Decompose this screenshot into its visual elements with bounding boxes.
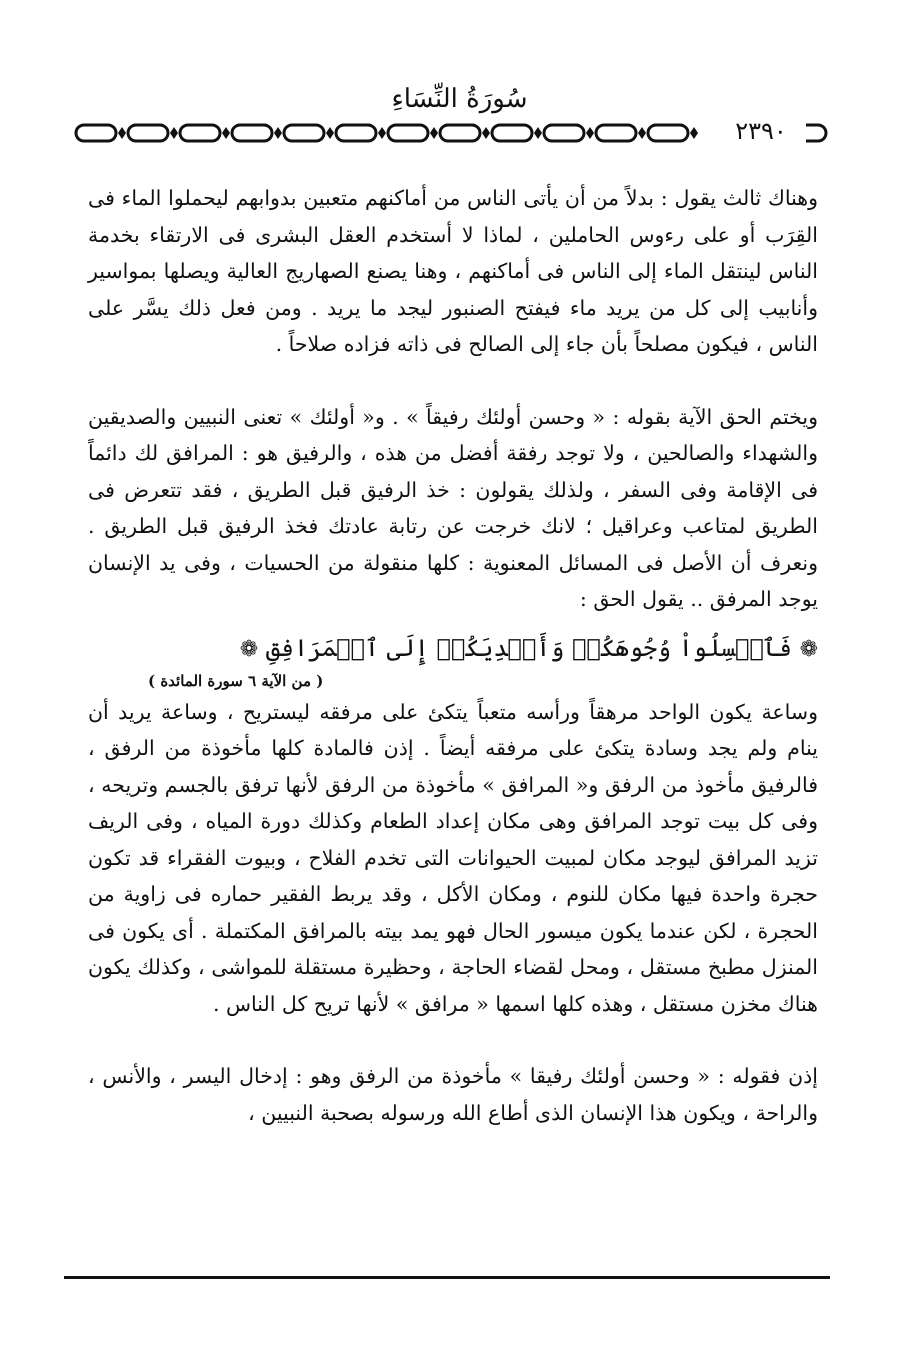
page-number: ٢٣٩٠ [716, 116, 806, 146]
paragraph: إذن فقوله : « وحسن أولئك رفيقا » مأخوذة من الرفق وهو : إدخال اليسر ، والأنس ، والراحة ، ويكون هذا الإنسان الذى أطاع الله ورسوله بصحبة النبيين ، [88, 1064, 818, 1125]
paragraph: وهناك ثالث يقول : بدلاً من أن يأتى الناس من أماكنهم متعبين بدوابهم ليحملوا الماء فى القِرَب أو على رءوس الحاملين ، لماذا لا أستخدم العقل البشرى فى الارتقاء بخدمة الناس لينتقل الماء إلى الناس فى أماكنهم ، وهنا يصنع الصهاريج العالية ويصلها بمواسير وأنابيب إلى كل من يريد ماء فيفتح الصنبور ليجد ما يريد . ومن فعل ذلك يسَّر على الناس ، فيكون مصلحاً بأن جاء إلى الصالح فى ذاته فزاده صلاحاً . [88, 186, 818, 356]
verse-ornament-icon: ❁ [799, 636, 818, 662]
page-body [88, 180, 818, 1131]
surah-title: سُورَةُ النِّسَاءِ [391, 84, 528, 114]
footer-divider [64, 1276, 830, 1279]
paragraph: ويختم الحق الآية بقوله : « وحسن أولئك رفيقاً » . و« أولئك » تعنى النبيين والصديقين والشهداء والصالحين ، ولا توجد رفقة أفضل من هذه ، والرفيق هو : المرافق لك دائماً فى الإقامة وفى السفر ، ولذلك يقولون : خذ الرفيق قبل الطريق ، فقد تتعرض فى الطريق لمتاعب وعراقيل ؛ لانك خرجت عن رتابة عادتك فخذ الرفيق قبل الطريق . ونعرف أن الأصل فى المسائل المعنوية : كلها منقولة من الحسيات ، وفى يد الإنسان يوجد المرفق .. يقول الحق : [88, 404, 818, 611]
verse-ornament-icon: ❁ [239, 636, 259, 662]
paragraph: وساعة يكون الواحد مرهقاً ورأسه متعباً يتكئ على مرفقه ليستريح ، وساعة يريد أن ينام ولم يجد وسادة يتكئ على مرفقه أيضاً . إذن فالمادة كلها مأخوذة من الرفق ، فالرفيق مأخوذ من الرفق و« المرافق » مأخوذة من الرفق لأنها ترفق بالجسم وتريحه ، وفى كل بيت توجد المرافق وهى مكان إعداد الطعام وكذلك دورة المياه ، وفى الريف تزيد المرافق ليوجد مكان لمبيت الحيوانات التى تخدم الفلاح ، وبيوت الفقراء قد تكون حجرة واحدة فيها مكان للنوم ، ومكان الأكل ، وقد يربط الفقير حماره فى زاوية من الحجرة ، لكن عندما يكون ميسور الحال فهو يمد بيته بالمرافق المكتملة . أى يكون فى المنزل مطبخ مستقل ، ومحل لقضاء الحاجة ، وحظيرة مستقلة للمواشى ، وكذلك يكون هناك مخزن مستقل ، وهذه كلها اسمها « مرافق » لأنها تريح كل الناس . [88, 699, 818, 1016]
verse-reference: ( من الآية ٦ سورة المائدة ) [148, 671, 324, 690]
quran-verse [88, 628, 818, 670]
verse-text: فَٱغۡسِلُواْ وُجُوهَكُمۡ وَأَيۡدِيَكُمۡ إِلَى ٱلۡمَرَافِقِ [265, 633, 792, 662]
